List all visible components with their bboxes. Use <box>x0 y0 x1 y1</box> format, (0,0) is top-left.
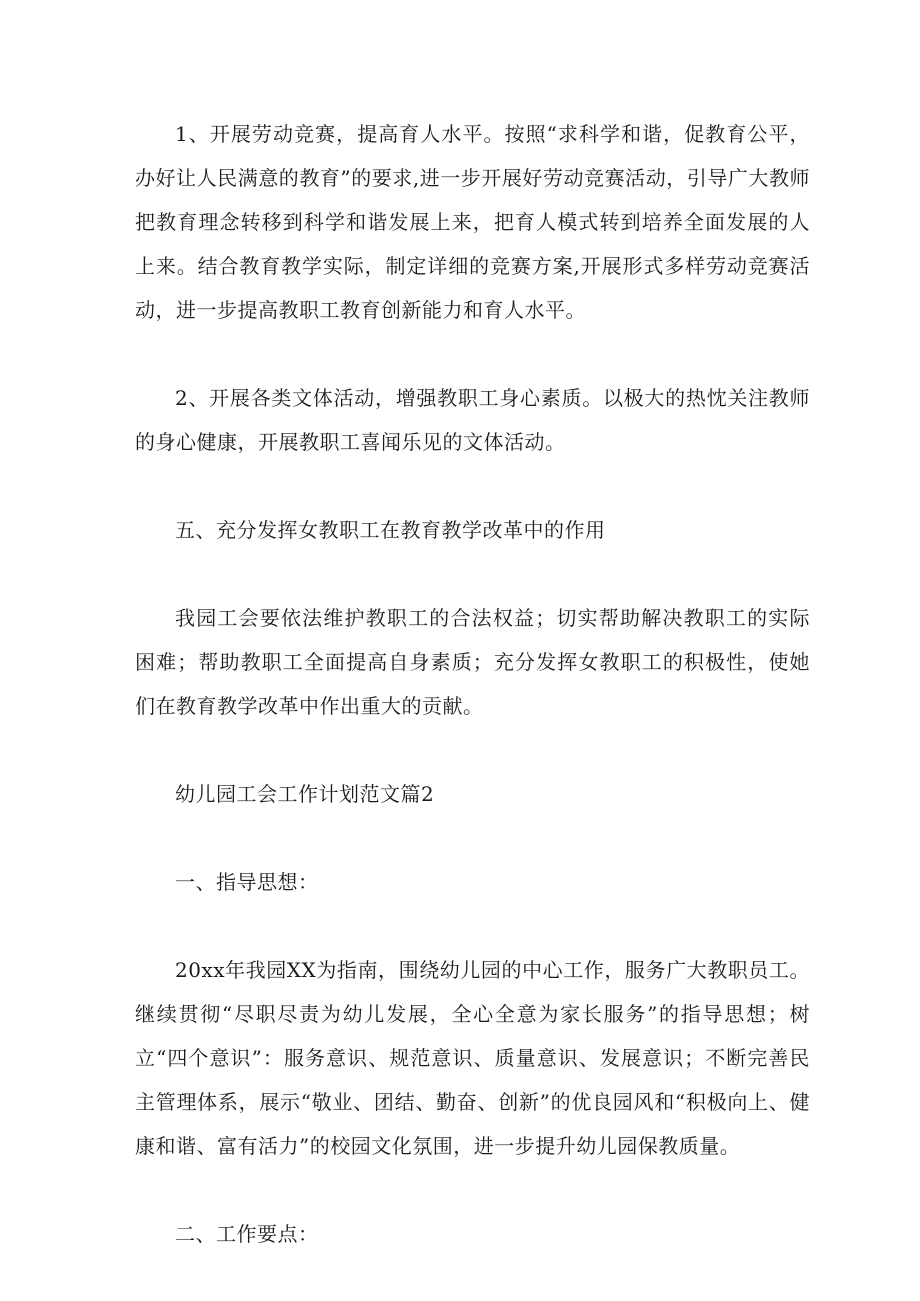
document-body <box>135 112 810 1300</box>
section-heading-work-points: 二、工作要点： <box>175 1222 319 1246</box>
paragraph-labor-competition: 1、开展劳动竞赛，提高育人水平。按照“求科学和谐，促教育公平，办好让人民满意的教育”的要求,进一步开展好劳动竞赛活动，引导广大教师把教育理念转移到科学和谐发展上来，把育人模式转到培养全面发展的人上来。结合教育教学实际，制定详细的竞赛方案,开展形式多样劳动竞赛活动，进一步提高教职工教育创新能力和育人水平。 <box>135 122 810 322</box>
article-title-sample-2: 幼儿园工会工作计划范文篇2 <box>175 782 435 806</box>
paragraph-cultural-activities: 2、开展各类文体活动，增强教职工身心素质。以极大的热忱关注教师的身心健康，开展教职工喜闻乐见的文体活动。 <box>135 386 810 454</box>
paragraph-guiding-ideology: 20xx年我园XX为指南，围绕幼儿园的中心工作，服务广大教职员工。继续贯彻“尽职尽责为幼儿发展，全心全意为家长服务”的指导思想；树立“四个意识”：服务意识、规范意识、质量意识、发展意识；不断完善民主管理体系，展示“敬业、团结、勤奋、创新”的优良园风和“积极向上、健康和谐、富有活力”的校园文化氛围，进一步提升幼儿园保教质量。 <box>135 958 810 1158</box>
section-heading-female-staff: 五、充分发挥女教职工在教育教学改革中的作用 <box>175 518 606 542</box>
paragraph-union-rights: 我园工会要依法维护教职工的合法权益；切实帮助解决教职工的实际困难；帮助教职工全面提高自身素质；充分发挥女教职工的积极性，使她们在教育教学改革中作出重大的贡献。 <box>135 606 810 718</box>
section-heading-guiding-ideology: 一、指导思想： <box>175 870 319 894</box>
